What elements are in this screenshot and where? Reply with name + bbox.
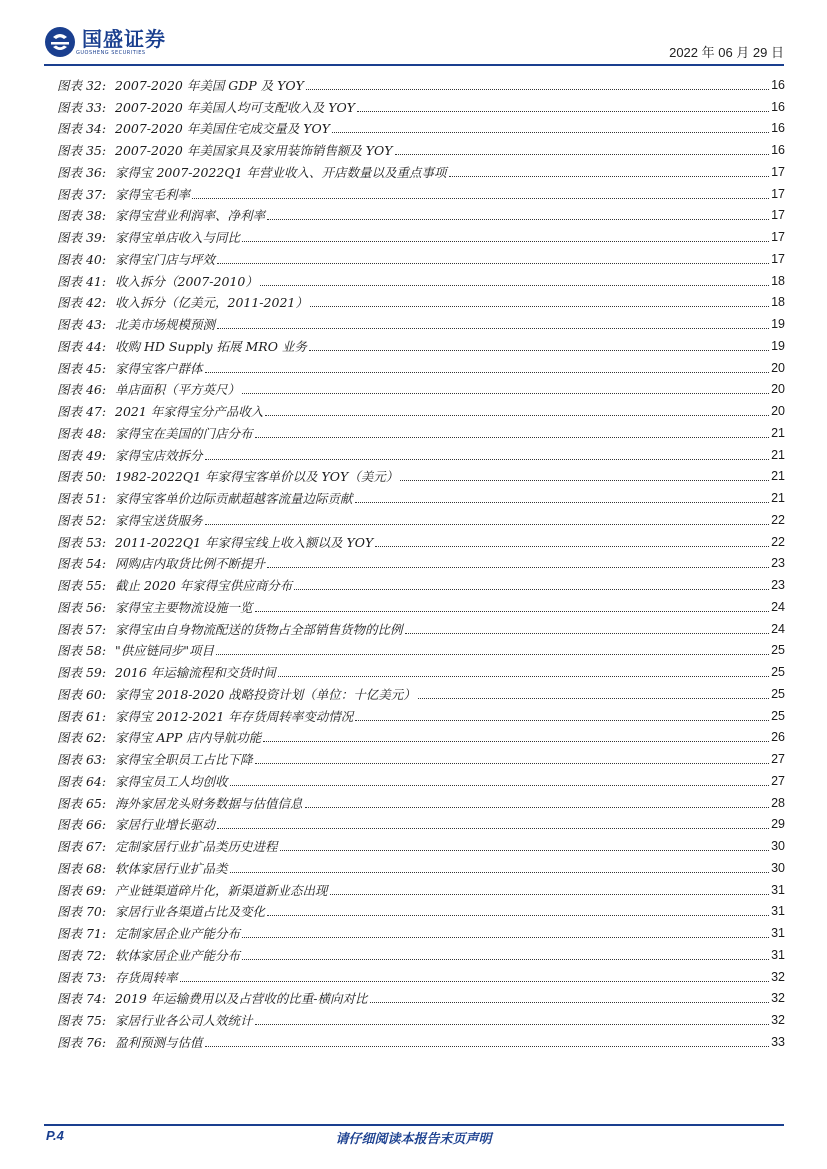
toc-entry[interactable] [57, 941, 785, 963]
dot-leader [263, 740, 769, 742]
dot-leader [375, 545, 769, 547]
figure-page: 24 [771, 599, 785, 614]
dot-leader [330, 893, 770, 895]
toc-entry[interactable] [57, 245, 785, 267]
figure-label: 图表 44: [57, 338, 107, 354]
figure-page: 16 [771, 143, 785, 157]
toc-entry[interactable] [57, 376, 785, 398]
figure-page: 25 [771, 665, 785, 679]
figure-title: 家居行业增长驱动 [115, 817, 216, 833]
toc-entry[interactable] [57, 680, 785, 702]
toc-entry[interactable] [57, 832, 785, 854]
figure-page: 28 [771, 795, 785, 810]
toc-entry[interactable] [57, 898, 785, 920]
figure-page: 27 [771, 752, 785, 766]
footer-divider [44, 1124, 784, 1126]
toc-entry[interactable] [57, 202, 785, 224]
figure-page: 25 [771, 686, 785, 701]
figure-label: 图表 74: [57, 991, 107, 1007]
figure-index [57, 71, 785, 1050]
figure-title: 家得宝客户群体 [115, 360, 203, 376]
toc-entry[interactable] [57, 615, 785, 637]
figure-label: 图表 72: [57, 947, 107, 963]
toc-entry[interactable] [57, 463, 785, 485]
figure-page: 20 [771, 382, 785, 397]
figure-page: 23 [771, 556, 785, 571]
figure-title: 家得宝主要物流设施一览 [115, 599, 253, 615]
guosheng-logo-icon [44, 26, 76, 58]
dot-leader [267, 218, 769, 220]
dot-leader [310, 305, 769, 307]
figure-label: 图表 33: [57, 99, 107, 115]
dot-leader [230, 871, 770, 873]
figure-page: 30 [771, 839, 785, 853]
dot-leader [217, 827, 769, 829]
toc-entry[interactable] [57, 441, 785, 463]
figure-page: 17 [771, 186, 785, 201]
figure-title: 1982-2022Q1 年家得宝客单价以及 YOY（美元） [115, 469, 399, 485]
figure-title: 存货周转率 [115, 969, 178, 985]
brand-logo [44, 26, 166, 58]
figure-title: 收入拆分（2007-2010） [115, 273, 258, 289]
dot-leader [205, 523, 770, 525]
figure-title: 2007-2020 年美国住宅成交量及 YOY [115, 121, 331, 137]
dot-leader [267, 566, 769, 568]
dot-leader [267, 914, 769, 916]
figure-title: 家得宝 2012-2021 年存货周转率变动情况 [115, 708, 354, 724]
toc-entry[interactable] [57, 811, 785, 833]
figure-title: 家居行业各公司人效统计 [115, 1013, 253, 1028]
dot-leader [216, 653, 769, 655]
figure-page: 19 [771, 338, 785, 353]
toc-entry[interactable] [57, 637, 785, 659]
toc-entry[interactable] [57, 289, 785, 311]
figure-page: 21 [771, 447, 785, 462]
figure-title: 产业链渠道碎片化，新渠道新业态出现 [115, 882, 328, 898]
figure-page: 18 [771, 295, 785, 310]
figure-title: 家得宝送货服务 [115, 512, 203, 528]
figure-label: 图表 58: [57, 643, 107, 659]
figure-label: 图表 70: [57, 904, 107, 920]
dot-leader [306, 88, 769, 90]
figure-title: 海外家居龙头财务数据与估值信息 [115, 795, 303, 811]
dot-leader [205, 371, 770, 373]
toc-entry[interactable] [57, 789, 785, 811]
dot-leader [230, 784, 770, 786]
figure-title: 单店面积（平方英尺） [115, 382, 241, 398]
figure-label: 图表 76: [57, 1034, 107, 1050]
figure-title: 家得宝由自身物流配送的货物占全部销售货物的比例 [115, 621, 403, 637]
toc-entry[interactable] [57, 484, 785, 506]
figure-label: 图表 39: [57, 230, 107, 245]
dot-leader [357, 110, 769, 112]
dot-leader [205, 1045, 770, 1047]
figure-label: 图表 61: [57, 708, 107, 724]
figure-label: 图表 41: [57, 273, 107, 289]
figure-page: 16 [771, 77, 785, 92]
figure-title: 家得宝 2018-2020 战略投资计划（单位：十亿美元） [115, 686, 416, 702]
figure-title: 软体家居行业扩品类 [115, 860, 228, 876]
figure-label: 图表 69: [57, 882, 107, 898]
toc-entry[interactable] [57, 71, 785, 93]
disclaimer-note: 请仔细阅读本报告末页声明 [335, 1132, 492, 1147]
figure-label: 图表 46: [57, 382, 107, 398]
figure-label: 图表 37: [57, 186, 107, 202]
figure-page: 23 [771, 578, 785, 592]
figure-page: 18 [771, 273, 785, 288]
dot-leader [217, 262, 769, 264]
dot-leader [192, 197, 769, 199]
figure-label: 图表 66: [57, 817, 107, 833]
figure-page: 17 [771, 208, 785, 223]
toc-entry[interactable] [57, 310, 785, 332]
figure-page: 21 [771, 491, 785, 505]
toc-entry[interactable] [57, 724, 785, 746]
figure-label: 图表 75: [57, 1013, 107, 1028]
figure-page: 31 [771, 904, 785, 919]
figure-label: 图表 49: [57, 447, 107, 463]
toc-entry[interactable] [57, 419, 785, 441]
dot-leader [332, 131, 769, 133]
brand-name: 国盛证券 [82, 27, 166, 51]
figure-label: 图表 71: [57, 926, 107, 941]
figure-page: 22 [771, 512, 785, 527]
figure-page: 16 [771, 121, 785, 136]
dot-leader [255, 436, 770, 438]
toc-entry[interactable] [57, 571, 785, 593]
figure-page: 33 [771, 1034, 785, 1049]
toc-entry[interactable] [57, 745, 785, 767]
toc-entry[interactable] [57, 223, 785, 245]
dot-leader [305, 806, 770, 808]
figure-page: 24 [771, 621, 785, 636]
figure-page: 31 [771, 947, 785, 962]
toc-entry[interactable] [57, 528, 785, 550]
toc-entry[interactable] [57, 658, 785, 680]
figure-page: 16 [771, 99, 785, 114]
report-date: 2022 年 06 月 29 日 [669, 45, 784, 60]
toc-entry[interactable] [57, 397, 785, 419]
dot-leader [242, 958, 769, 960]
dot-leader [242, 392, 769, 394]
toc-entry[interactable] [57, 136, 785, 158]
figure-title: 2016 年运输流程和交货时间 [115, 665, 276, 680]
figure-label: 图表 64: [57, 773, 107, 789]
figure-title: 2011-2022Q1 年家得宝线上收入额以及 YOY [115, 534, 374, 550]
toc-entry[interactable] [57, 876, 785, 898]
dot-leader [255, 762, 770, 764]
toc-entry[interactable] [57, 267, 785, 289]
toc-entry[interactable] [57, 1006, 785, 1028]
figure-label: 图表 62: [57, 730, 107, 746]
figure-page: 19 [771, 317, 785, 331]
figure-label: 图表 52: [57, 512, 107, 528]
figure-page: 25 [771, 708, 785, 723]
figure-page: 32 [771, 991, 785, 1006]
figure-page: 21 [771, 425, 785, 440]
header-divider [44, 64, 784, 66]
figure-page: 32 [771, 1013, 785, 1027]
dot-leader [242, 240, 769, 242]
dot-leader [265, 414, 769, 416]
dot-leader [205, 458, 770, 460]
toc-entry[interactable] [57, 963, 785, 985]
toc-entry[interactable] [57, 93, 785, 115]
figure-label: 图表 50: [57, 469, 107, 485]
figure-title: 北美市场规模预测 [115, 317, 216, 332]
figure-title: 家得宝客单价边际贡献超越客流量边际贡献 [115, 491, 353, 506]
figure-title: 收购 HD Supply 拓展 MRO 业务 [115, 338, 307, 354]
figure-page: 29 [771, 817, 785, 832]
figure-label: 图表 65: [57, 795, 107, 811]
figure-label: 图表 42: [57, 295, 107, 311]
figure-page: 31 [771, 926, 785, 940]
figure-page: 20 [771, 404, 785, 418]
dot-leader [355, 719, 769, 721]
toc-entry[interactable] [57, 506, 785, 528]
toc-entry[interactable] [57, 158, 785, 180]
figure-label: 图表 54: [57, 556, 107, 572]
dot-leader [280, 849, 770, 851]
dot-leader [405, 632, 770, 634]
figure-page: 25 [771, 643, 785, 658]
figure-page: 26 [771, 730, 785, 745]
toc-entry[interactable] [57, 702, 785, 724]
figure-label: 图表 32: [57, 77, 107, 93]
page-header [44, 22, 784, 62]
figure-title: 家得宝 2007-2022Q1 年营业收入、开店数量以及重点事项 [115, 164, 447, 180]
figure-title: 家得宝在美国的门店分布 [115, 425, 253, 441]
toc-entry[interactable] [57, 985, 785, 1007]
figure-title: 收入拆分（亿美元，2011-2021） [115, 295, 308, 311]
figure-title: 家得宝全职员工占比下降 [115, 752, 253, 767]
figure-label: 图表 45: [57, 360, 107, 376]
figure-label: 图表 47: [57, 404, 107, 419]
figure-label: 图表 73: [57, 969, 107, 985]
figure-page: 17 [771, 164, 785, 179]
figure-title: 截止 2020 年家得宝供应商分布 [115, 578, 293, 593]
dot-leader [242, 936, 769, 938]
page-number: P.4 [46, 1128, 64, 1143]
figure-page: 20 [771, 360, 785, 375]
figure-label: 图表 40: [57, 251, 107, 267]
toc-entry[interactable] [57, 180, 785, 202]
figure-title: 2007-2020 年美国 GDP 及 YOY [115, 77, 304, 93]
dot-leader [255, 610, 770, 612]
figure-label: 图表 56: [57, 599, 107, 615]
figure-label: 图表 43: [57, 317, 107, 332]
dot-leader [355, 501, 770, 503]
figure-page: 17 [771, 230, 785, 244]
toc-entry[interactable] [57, 593, 785, 615]
figure-label: 图表 34: [57, 121, 107, 137]
figure-title: 2007-2020 年美国家具及家用装饰销售额及 YOY [115, 143, 393, 158]
toc-entry[interactable] [57, 115, 785, 137]
figure-title: 家得宝员工人均创收 [115, 773, 228, 789]
dot-leader [260, 284, 769, 286]
dot-leader [395, 153, 770, 155]
figure-label: 图表 55: [57, 578, 107, 593]
brand-subtitle: GUOSHENG SECURITIES [76, 50, 146, 56]
figure-label: 图表 67: [57, 839, 107, 854]
figure-label: 图表 60: [57, 686, 107, 702]
figure-title: 家得宝 APP 店内导航功能 [115, 730, 262, 746]
figure-title: 软体家居企业产能分布 [115, 947, 241, 963]
toc-entry[interactable] [57, 550, 785, 572]
dot-leader [294, 588, 769, 590]
dot-leader [370, 1001, 770, 1003]
dot-leader [180, 980, 770, 982]
figure-title: 家得宝营业利润率、净利率 [115, 208, 266, 224]
figure-page: 17 [771, 251, 785, 266]
toc-entry[interactable] [57, 332, 785, 354]
figure-title: 盈利预测与估值 [115, 1034, 203, 1050]
figure-label: 图表 53: [57, 534, 107, 550]
toc-entry[interactable] [57, 354, 785, 376]
figure-title: 家得宝店效拆分 [115, 447, 203, 463]
figure-title: "供应链同步"项目 [115, 643, 214, 659]
figure-title: 家居行业各渠道占比及变化 [115, 904, 266, 920]
figure-title: 网购店内取货比例不断提升 [115, 556, 266, 572]
dot-leader [309, 349, 769, 351]
figure-page: 30 [771, 860, 785, 875]
figure-label: 图表 57: [57, 621, 107, 637]
figure-label: 图表 59: [57, 665, 107, 680]
dot-leader [217, 327, 769, 329]
figure-label: 图表 36: [57, 164, 107, 180]
figure-title: 2019 年运输费用以及占营收的比重-横向对比 [115, 991, 368, 1007]
dot-leader [255, 1023, 770, 1025]
figure-page: 32 [771, 969, 785, 984]
dot-leader [418, 697, 769, 699]
figure-page: 31 [771, 882, 785, 897]
figure-page: 21 [771, 469, 785, 484]
figure-label: 图表 63: [57, 752, 107, 767]
figure-label: 图表 68: [57, 860, 107, 876]
figure-page: 22 [771, 534, 785, 549]
figure-page: 27 [771, 773, 785, 788]
dot-leader [449, 175, 770, 177]
dot-leader [400, 479, 769, 481]
figure-title: 家得宝单店收入与同比 [115, 230, 241, 245]
dot-leader [278, 675, 769, 677]
toc-entry[interactable] [57, 767, 785, 789]
toc-entry[interactable] [57, 1028, 785, 1050]
figure-title: 家得宝毛利率 [115, 186, 191, 202]
figure-label: 图表 35: [57, 143, 107, 158]
figure-title: 2021 年家得宝分产品收入 [115, 404, 264, 419]
toc-entry[interactable] [57, 919, 785, 941]
figure-title: 定制家居行业扩品类历史进程 [115, 839, 278, 854]
toc-entry[interactable] [57, 854, 785, 876]
figure-label: 图表 51: [57, 491, 107, 506]
figure-title: 2007-2020 年美国人均可支配收入及 YOY [115, 99, 356, 115]
figure-title: 定制家居企业产能分布 [115, 926, 241, 941]
figure-label: 图表 38: [57, 208, 107, 224]
figure-label: 图表 48: [57, 425, 107, 441]
figure-title: 家得宝门店与坪效 [115, 251, 216, 267]
